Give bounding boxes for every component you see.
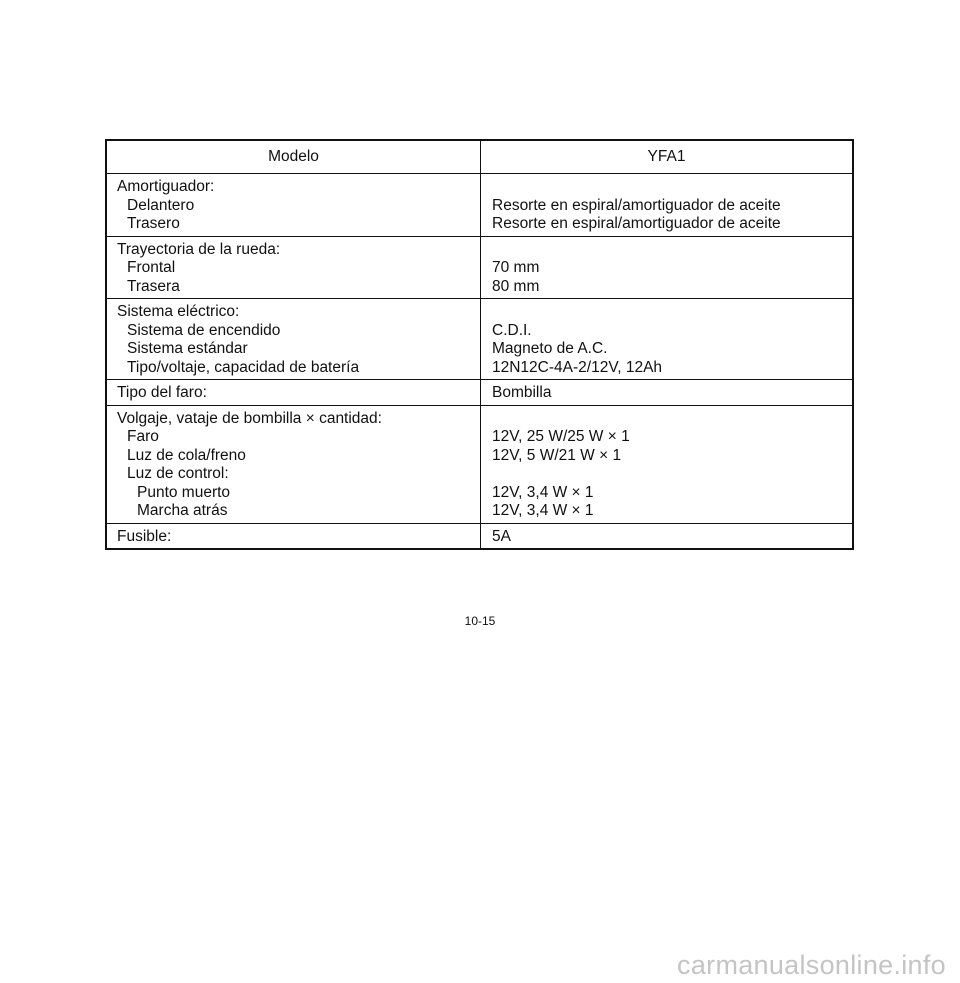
row-value: 12N12C-4A-2/12V, 12Ah [492, 358, 663, 376]
row-label: Fusible: [117, 527, 172, 545]
row-label-cell [107, 299, 481, 379]
row-label-cell [107, 380, 481, 405]
row-sublabel: Punto muerto [137, 483, 231, 501]
row-value: 80 mm [492, 277, 540, 295]
row-value [492, 303, 852, 322]
table-row-sistema-electrico [107, 298, 852, 379]
row-label: Sistema eléctrico: [117, 303, 240, 320]
row-value-cell [481, 299, 852, 379]
row-label: Tipo del faro: [117, 384, 207, 401]
table-row-bombillas [107, 405, 852, 523]
row-label-cell [107, 174, 481, 236]
row-value: Resorte en espiral/amortiguador de aceite [492, 215, 781, 232]
row-label-cell [107, 524, 481, 549]
row-sublabel: Luz de cola/freno [127, 446, 246, 464]
row-sublabel: Frontal [127, 259, 176, 276]
row-value: C.D.I. [492, 321, 532, 339]
row-value-cell [481, 237, 852, 299]
row-value-cell [481, 174, 852, 236]
row-value-cell [481, 524, 852, 549]
row-sublabel: Sistema estándar [127, 340, 248, 357]
row-value [492, 410, 852, 429]
table-header-row [107, 141, 852, 173]
page-number: 10-15 [464, 614, 496, 628]
row-label-cell [107, 237, 481, 299]
row-value-cell [481, 406, 852, 523]
header-model-value: YFA1 [647, 148, 686, 165]
row-value: 12V, 3,4 W × 1 [492, 502, 594, 519]
row-sublabel: Luz de control: [127, 465, 229, 482]
row-sublabel: Tipo/voltaje, capacidad de batería [127, 358, 360, 376]
watermark-text: carmanualsonline.info [677, 950, 946, 980]
row-sublabel: Trasero [127, 215, 180, 232]
row-sublabel: Faro [127, 428, 159, 445]
row-value: Bombilla [492, 384, 552, 401]
row-value: 12V, 5 W/21 W × 1 [492, 446, 622, 464]
table-row-trayectoria [107, 236, 852, 299]
row-value: Magneto de A.C. [492, 340, 608, 357]
row-value: 12V, 3,4 W × 1 [492, 483, 594, 501]
row-value: Resorte en espiral/amortiguador de aceite [492, 196, 781, 214]
row-label-cell [107, 406, 481, 523]
row-value: 12V, 25 W/25 W × 1 [492, 428, 630, 445]
row-sublabel: Trasera [127, 277, 180, 295]
row-label: Volgaje, vataje de bombilla × cantidad: [117, 409, 382, 427]
table-row-tipo-faro [107, 379, 852, 405]
spec-table [105, 139, 854, 550]
table-row-amortiguador [107, 173, 852, 236]
row-sublabel: Sistema de encendido [127, 321, 281, 339]
row-value: 5A [492, 527, 511, 545]
row-value [492, 241, 852, 260]
table-row-fusible [107, 523, 852, 549]
row-sublabel: Marcha atrás [137, 502, 228, 519]
row-sublabel: Delantero [127, 196, 195, 214]
header-model-label: Modelo [107, 141, 481, 173]
row-label: Trayectoria de la rueda: [117, 240, 281, 258]
row-value: 70 mm [492, 259, 540, 276]
row-label: Amortiguador: [117, 178, 215, 195]
row-value [492, 465, 852, 484]
row-value-cell [481, 380, 852, 405]
row-value [492, 178, 852, 197]
